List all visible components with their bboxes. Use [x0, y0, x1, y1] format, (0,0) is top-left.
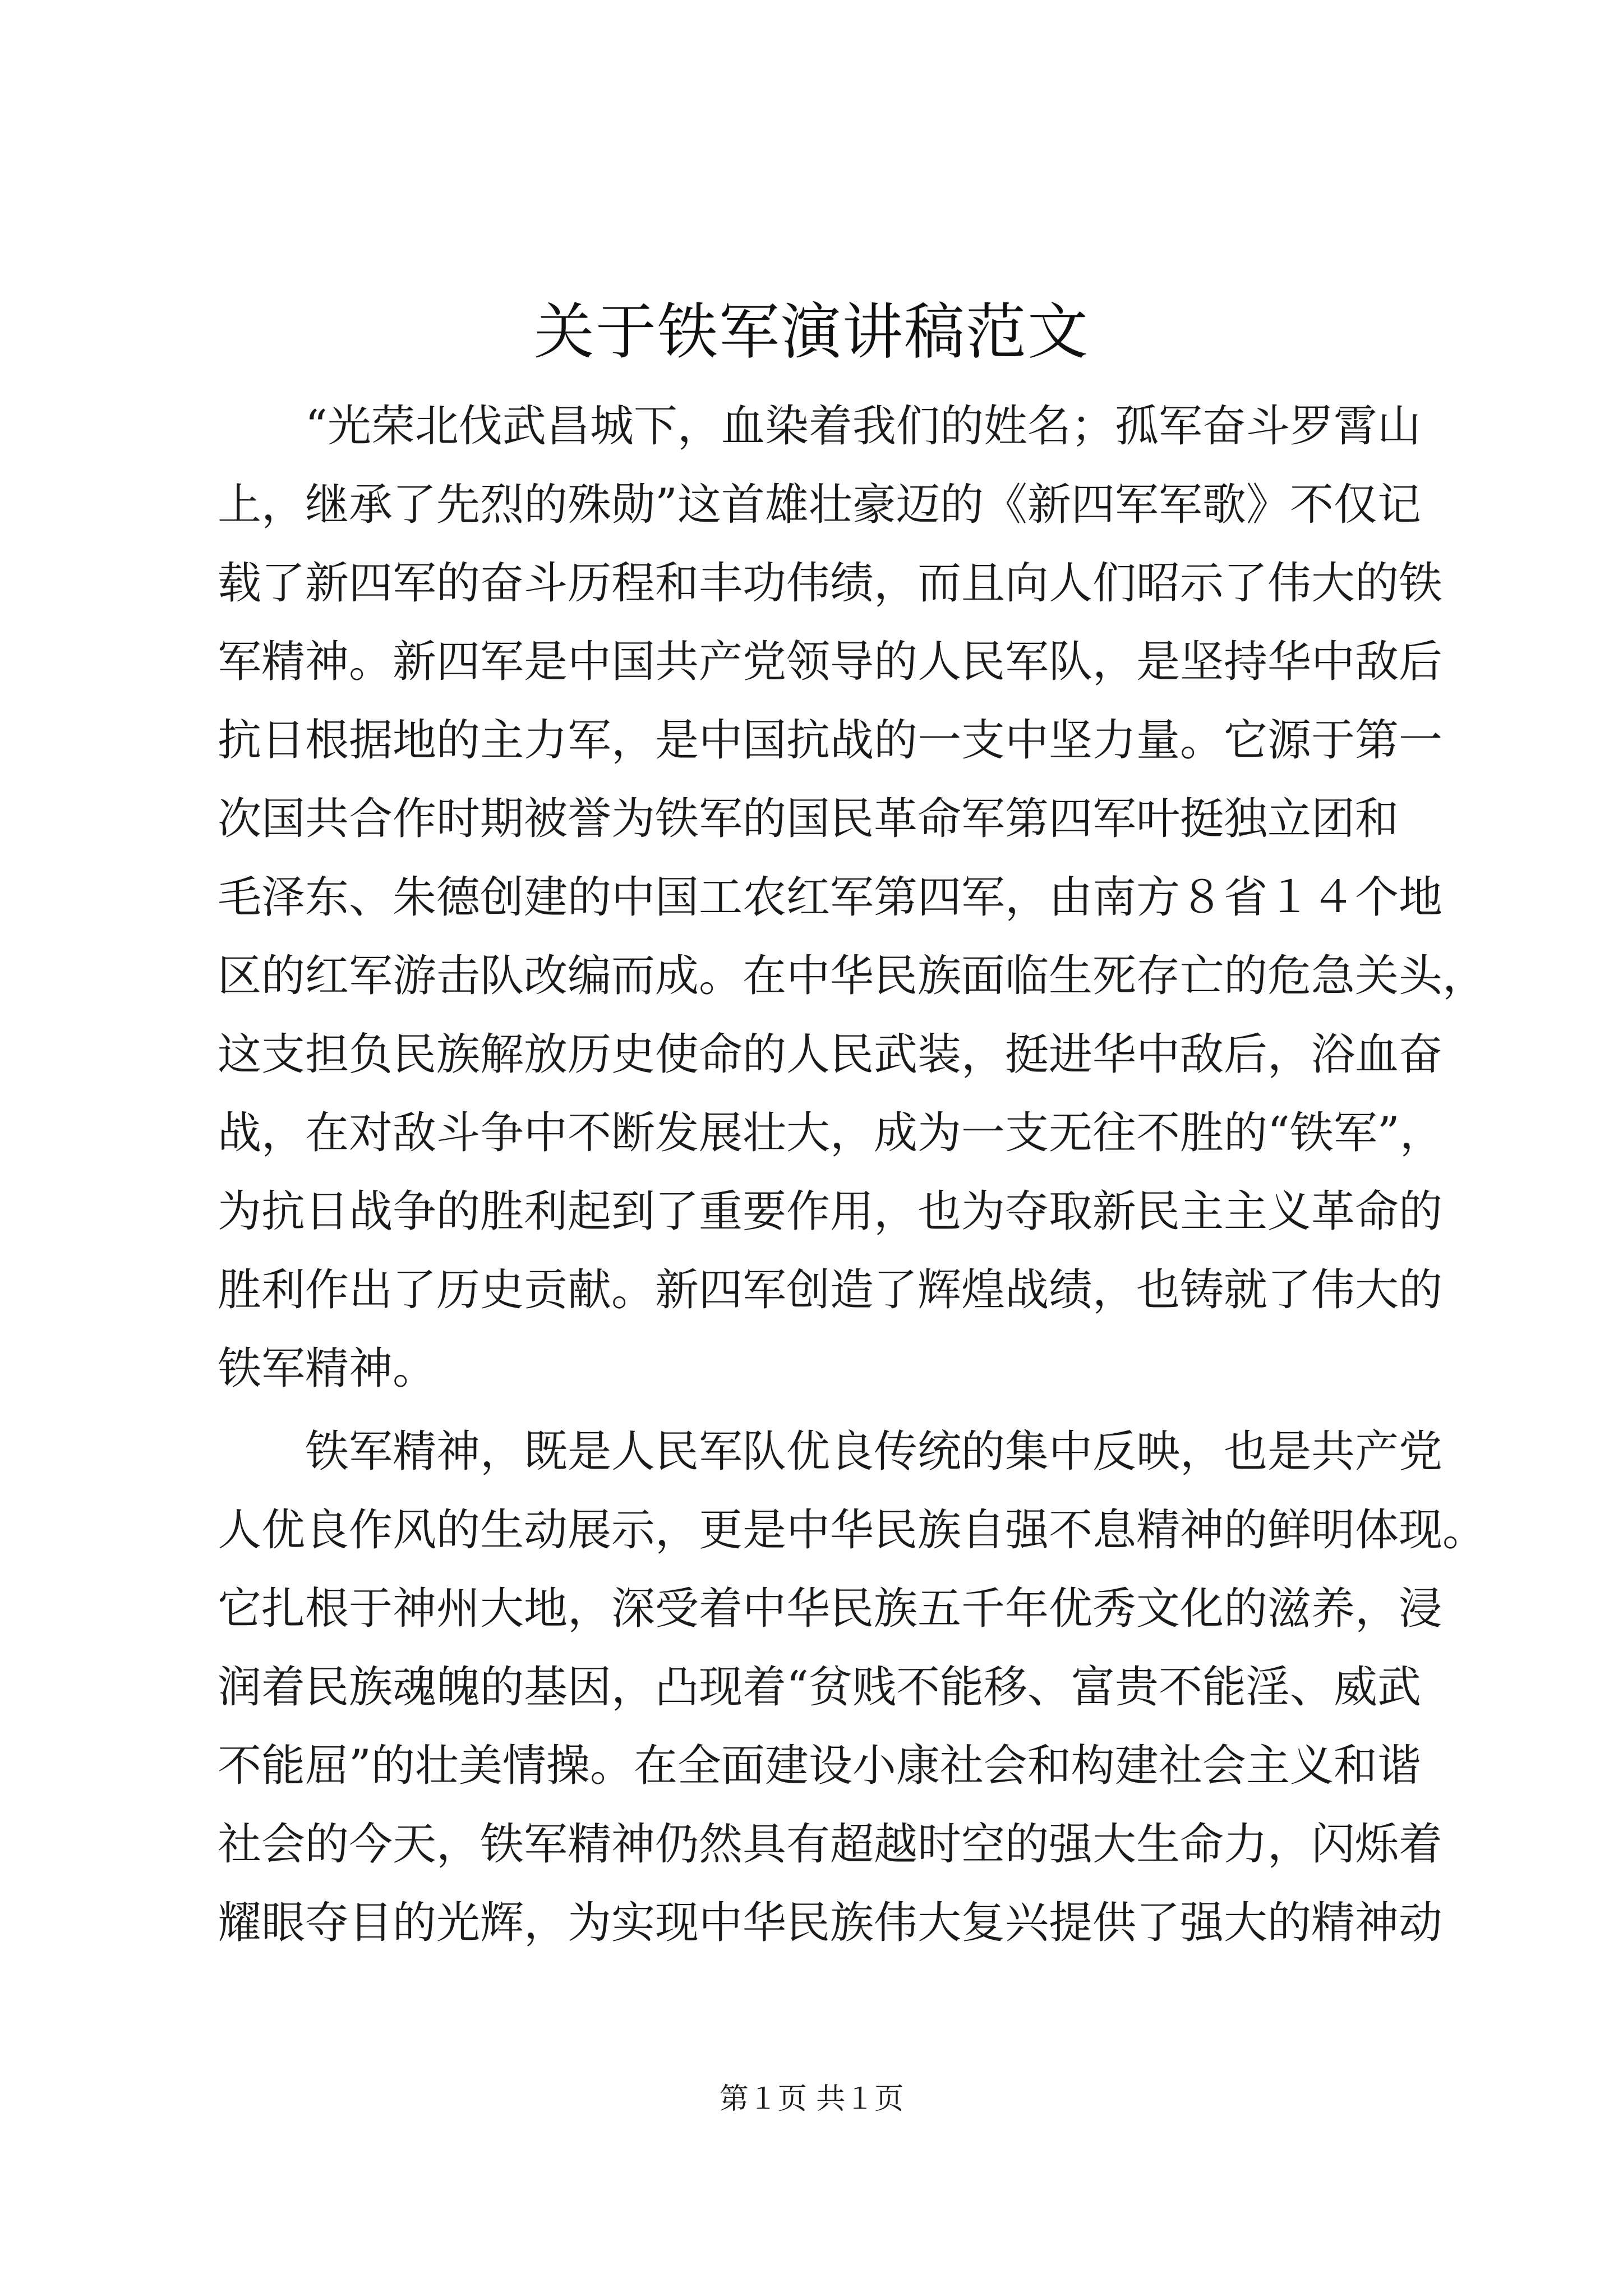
text-line: 社会的今天，铁军精神仍然具有超越时空的强大生命力，闪烁着	[218, 1819, 1443, 1870]
text-line: 上，继承了先烈的殊勋”这首雄壮豪迈的《新四军军歌》不仅记	[218, 480, 1421, 530]
document-title: 关于铁军演讲稿范文	[533, 297, 1089, 367]
text-line: 军精神。新四军是中国共产党领导的人民军队，是坚持华中敌后	[218, 637, 1443, 687]
text-line: 这支担负民族解放历史使命的人民武装，挺进华中敌后，浴血奋	[218, 1029, 1443, 1080]
text-line: 润着民族魂魄的基因，凸现着“贫贱不能移、富贵不能淫、威武	[218, 1662, 1421, 1713]
text-line: 抗日根据地的主力军，是中国抗战的一支中坚力量。它源于第一	[218, 715, 1443, 766]
text-line: 毛泽东、朱德创建的中国工农红军第四军，由南方８省１４个地	[218, 872, 1443, 923]
page-number-footer: 第１页 共１页	[719, 2082, 904, 2116]
text-line: 它扎根于神州大地，深受着中华民族五千年优秀文化的滋养，浸	[218, 1584, 1443, 1634]
text-line: 胜利作出了历史贡献。新四军创造了辉煌战绩，也铸就了伟大的	[218, 1265, 1443, 1315]
text-line: 载了新四军的奋斗历程和丰功伟绩，而且向人们昭示了伟大的铁	[218, 558, 1443, 609]
text-line: 区的红军游击队改编而成。在中华民族面临生死存亡的危急关头，	[218, 951, 1487, 1001]
text-line: 铁军精神。	[218, 1343, 437, 1394]
text-line: 耀眼夺目的光辉，为实现中华民族伟大复兴提供了强大的精神动	[218, 1898, 1443, 1948]
paragraph-spacer	[218, 1408, 1424, 1412]
text-line: 人优良作风的生动展示，更是中华民族自强不息精神的鲜明体现。	[218, 1505, 1487, 1556]
text-line: 为抗日战争的胜利起到了重要作用，也为夺取新民主主义革命的	[218, 1186, 1443, 1237]
document-body	[218, 387, 1487, 1962]
text-line: 战，在对敌斗争中不断发展壮大，成为一支无往不胜的“铁军”，	[218, 1108, 1444, 1158]
paragraph-2	[218, 1412, 1487, 1962]
text-line: 铁军精神，既是人民军队优良传统的集中反映，也是共产党	[218, 1427, 1443, 1477]
text-line: 不能屈”的壮美情操。在全面建设小康社会和构建社会主义和谐	[218, 1741, 1421, 1791]
text-line: “光荣北伐武昌城下，血染着我们的姓名；孤军奋斗罗霄山	[218, 401, 1421, 452]
paragraph-1	[218, 387, 1487, 1408]
text-line: 次国共合作时期被誉为铁军的国民革命军第四军叶挺独立团和	[218, 794, 1399, 844]
